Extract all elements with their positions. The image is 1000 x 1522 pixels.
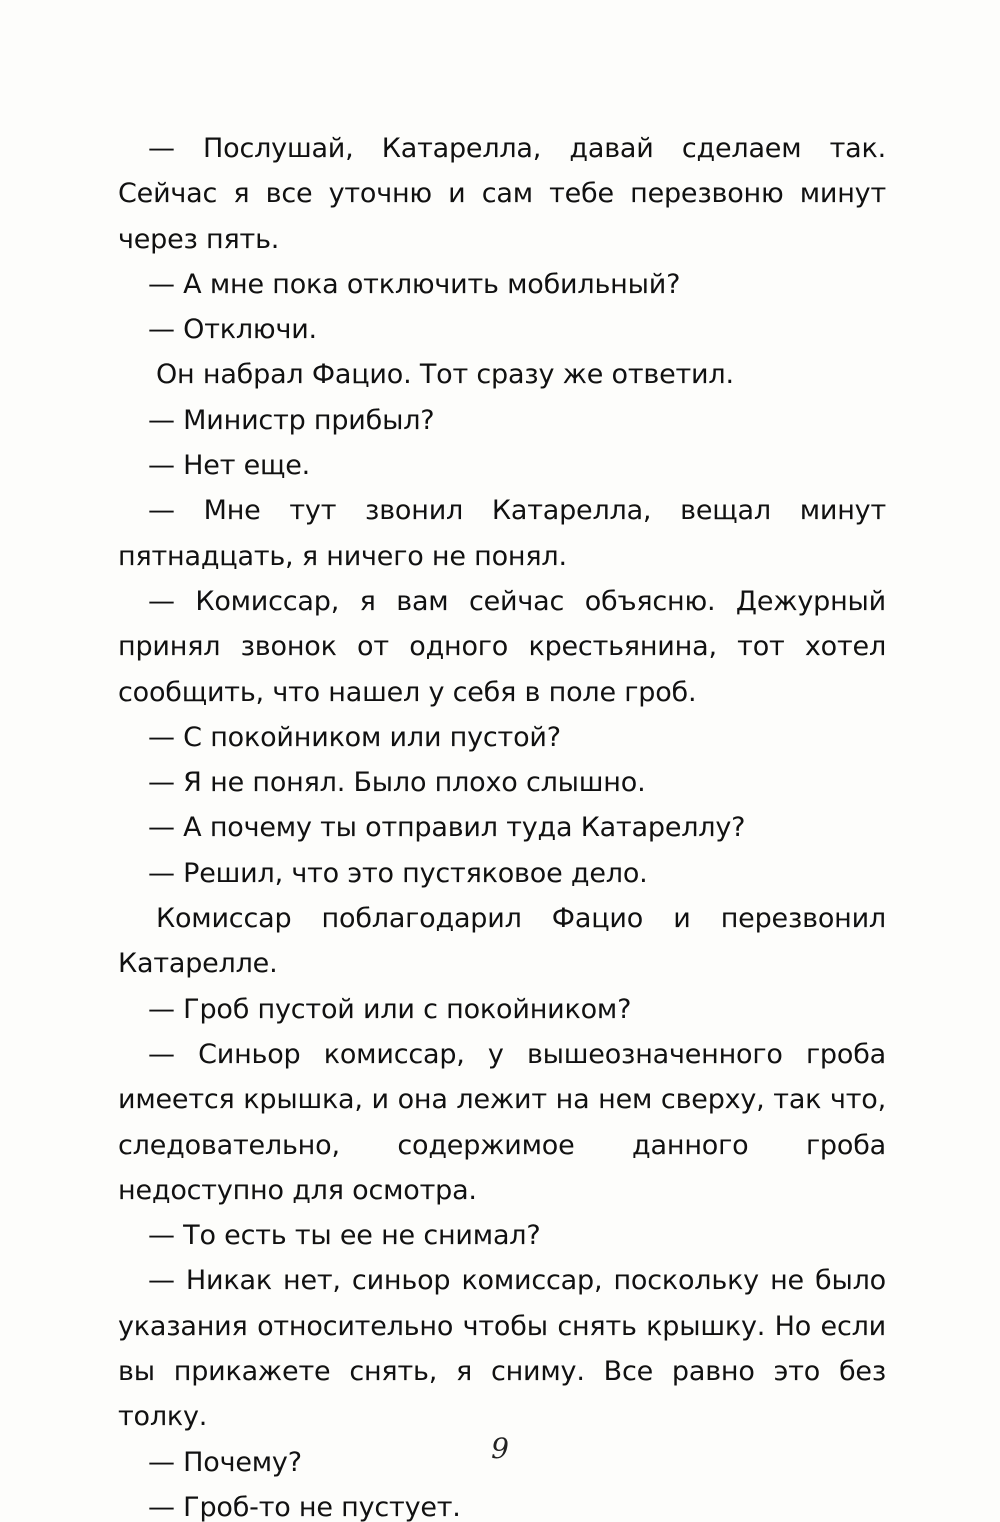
paragraph: — Министр прибыл? [148,404,435,436]
paragraph: — Отключи. [148,314,317,346]
paragraph: — Мне тут звонил Катарелла, вещал минут пятнадцать, я ничего не понял. [118,495,886,572]
paragraph: — Нет еще. [148,450,311,482]
paragraph: — То есть ты ее не снимал? [148,1220,541,1252]
paragraph: — Синьор комиссар, у вышеозначенного гроба имеется крышка, и она лежит на нем сверху, так что, следовательно, содержимое данного гроба недоступно для осмотра. [118,1038,886,1206]
paragraph: — Никак нет, синьор комиссар, поскольку не было указания относительно чтобы снять крышку. Но если вы прикажете снять, я сниму. Все равно это без толку. [118,1265,886,1433]
paragraph: — Я не понял. Было плохо слышно. [148,767,646,799]
paragraph: — Комиссар, я вам сейчас объясню. Дежурный принял звонок от одного крестьянина, тот хотел сообщить, что нашел у себя в поле гроб. [118,585,886,708]
paragraph: — А мне пока отключить мобильный? [148,268,681,300]
body-text [118,126,886,1522]
paragraph: — А почему ты отправил туда Катареллу? [148,812,746,844]
paragraph: — Гроб-то не пустует. [148,1491,461,1522]
page-number: 9 [491,1432,509,1465]
paragraph: Комиссар поблагодарил Фацио и перезвонил Катарелле. [118,903,886,980]
paragraph: — С покойником или пустой? [148,721,561,753]
paragraph: Он набрал Фацио. Тот сразу же ответил. [156,359,734,391]
paragraph: — Решил, что это пустяковое дело. [148,857,648,889]
paragraph: — Послушай, Катарелла, давай сделаем так. Сейчас я все уточню и сам тебе перезвоню минут через пять. [118,133,886,255]
paragraph: — Гроб пустой или с покойником? [148,993,632,1025]
paragraph: — Почему? [148,1446,302,1478]
